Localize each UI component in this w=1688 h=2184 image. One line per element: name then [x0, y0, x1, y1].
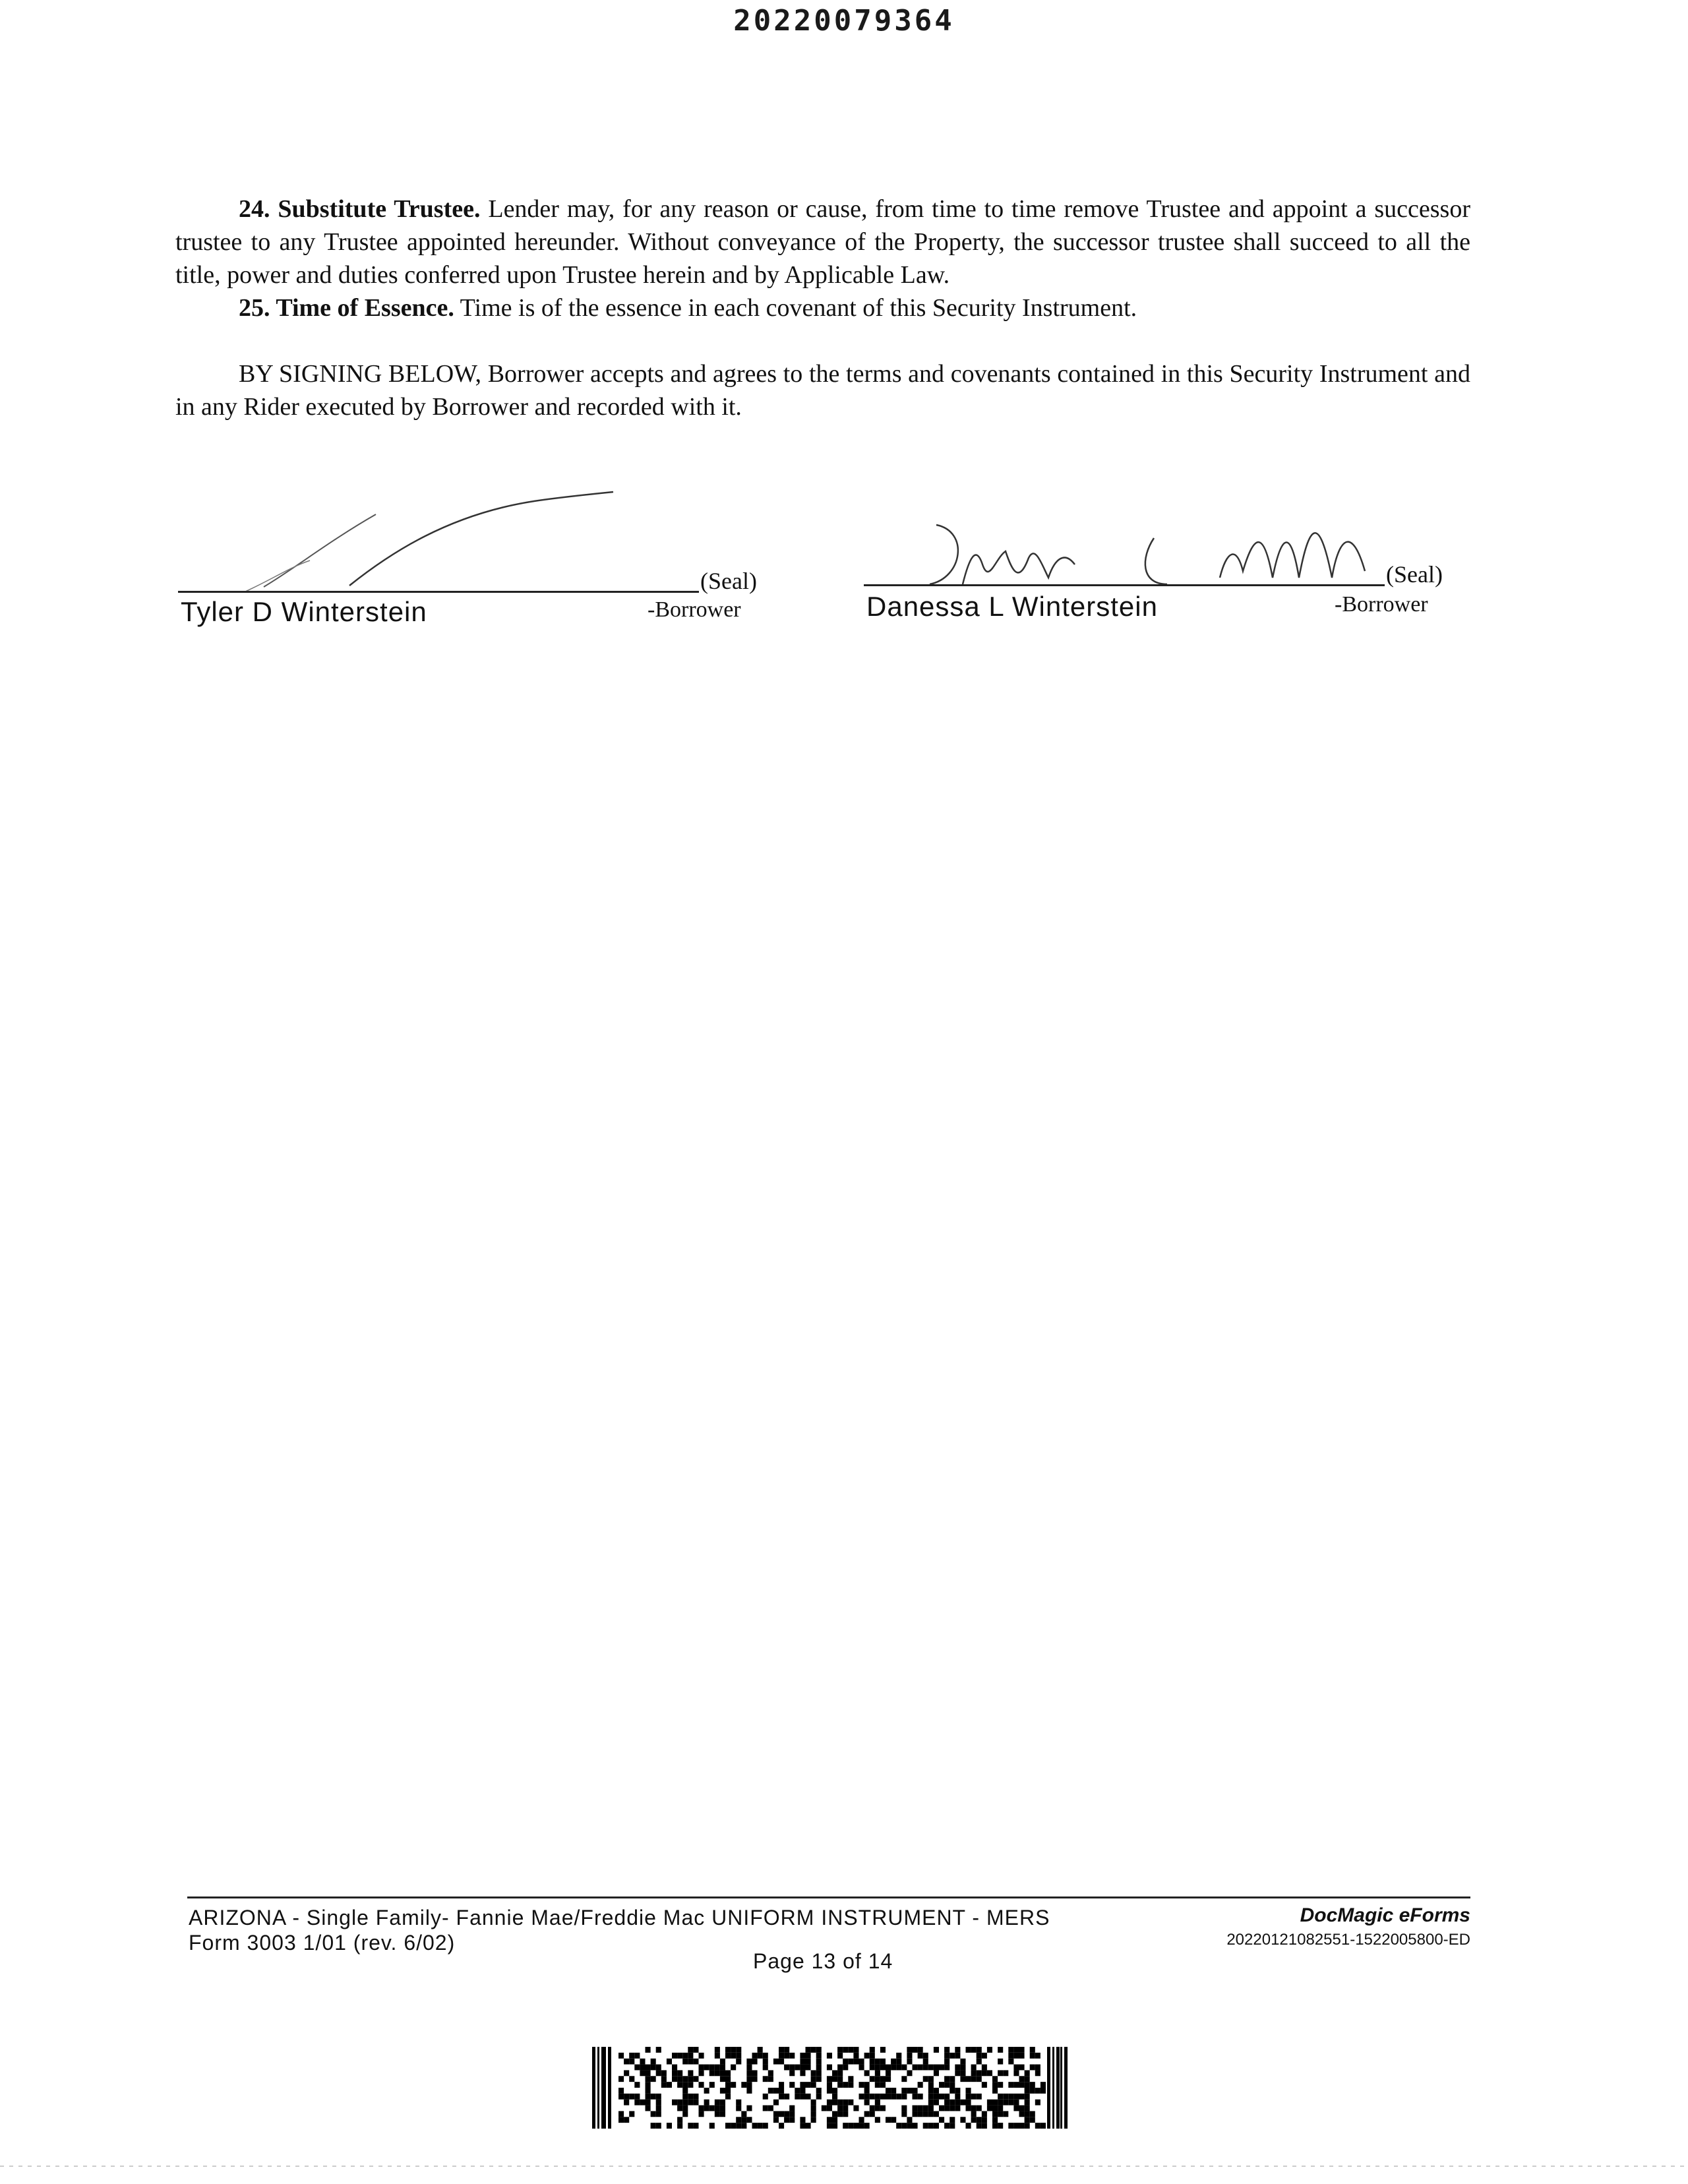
- section-25: [175, 291, 1470, 324]
- signing-statement: [175, 357, 1470, 423]
- section-25-heading: 25. Time of Essence.: [239, 294, 454, 322]
- document-number: 20220079364: [733, 4, 955, 38]
- signature-line-1: [178, 591, 699, 593]
- footer-reference-code: 20220121082551-1522005800-ED: [1226, 1931, 1470, 1949]
- footer-form-title: ARIZONA - Single Family- Fannie Mae/Freddie Mac UNIFORM INSTRUMENT - MERS: [189, 1906, 1050, 1929]
- footer-page-number: Page 13 of 14: [753, 1949, 893, 1973]
- seal-label-1: (Seal): [700, 568, 757, 594]
- handwritten-signature-2: [877, 485, 1418, 591]
- docmagic-logo: DocMagic eForms: [1300, 1904, 1470, 1926]
- signature-line-2: [864, 584, 1385, 586]
- footer-divider: [187, 1896, 1470, 1898]
- scan-edge-line: [0, 2166, 1688, 2167]
- footer-form-number: Form 3003 1/01 (rev. 6/02): [189, 1931, 456, 1955]
- section-24-heading: 24. Substitute Trustee.: [239, 195, 481, 223]
- signer-name-1: Tyler D Winterstein: [181, 596, 427, 627]
- handwritten-signature-1: [218, 488, 758, 593]
- section-24-text: Lender may, for any reason or cause, from time to time remove Trustee and appoint a successor trustee to any Trustee appointed hereunder. Without conveyance of the Property, the successor trustee shall succeed to all the title, power and duties conferred upon Trustee herein and by Applicable Law.: [175, 195, 1470, 289]
- signer-role-2: -Borrower: [1335, 592, 1428, 617]
- signing-statement-text: BY SIGNING BELOW, Borrower accepts and agrees to the terms and covenants contained in this Security Instrument and in any Rider executed by Borrower and recorded with it.: [175, 360, 1470, 421]
- seal-label-2: (Seal): [1386, 561, 1443, 588]
- section-24: [175, 193, 1470, 291]
- signer-role-1: -Borrower: [648, 597, 741, 622]
- barcode-image: [592, 2047, 1070, 2129]
- signature-block-borrower-2: [864, 485, 1470, 630]
- section-25-text: Time is of the essence in each covenant of this Security Instrument.: [454, 294, 1137, 322]
- signer-name-2: Danessa L Winterstein: [866, 591, 1158, 622]
- signature-block-borrower-1: [178, 488, 771, 633]
